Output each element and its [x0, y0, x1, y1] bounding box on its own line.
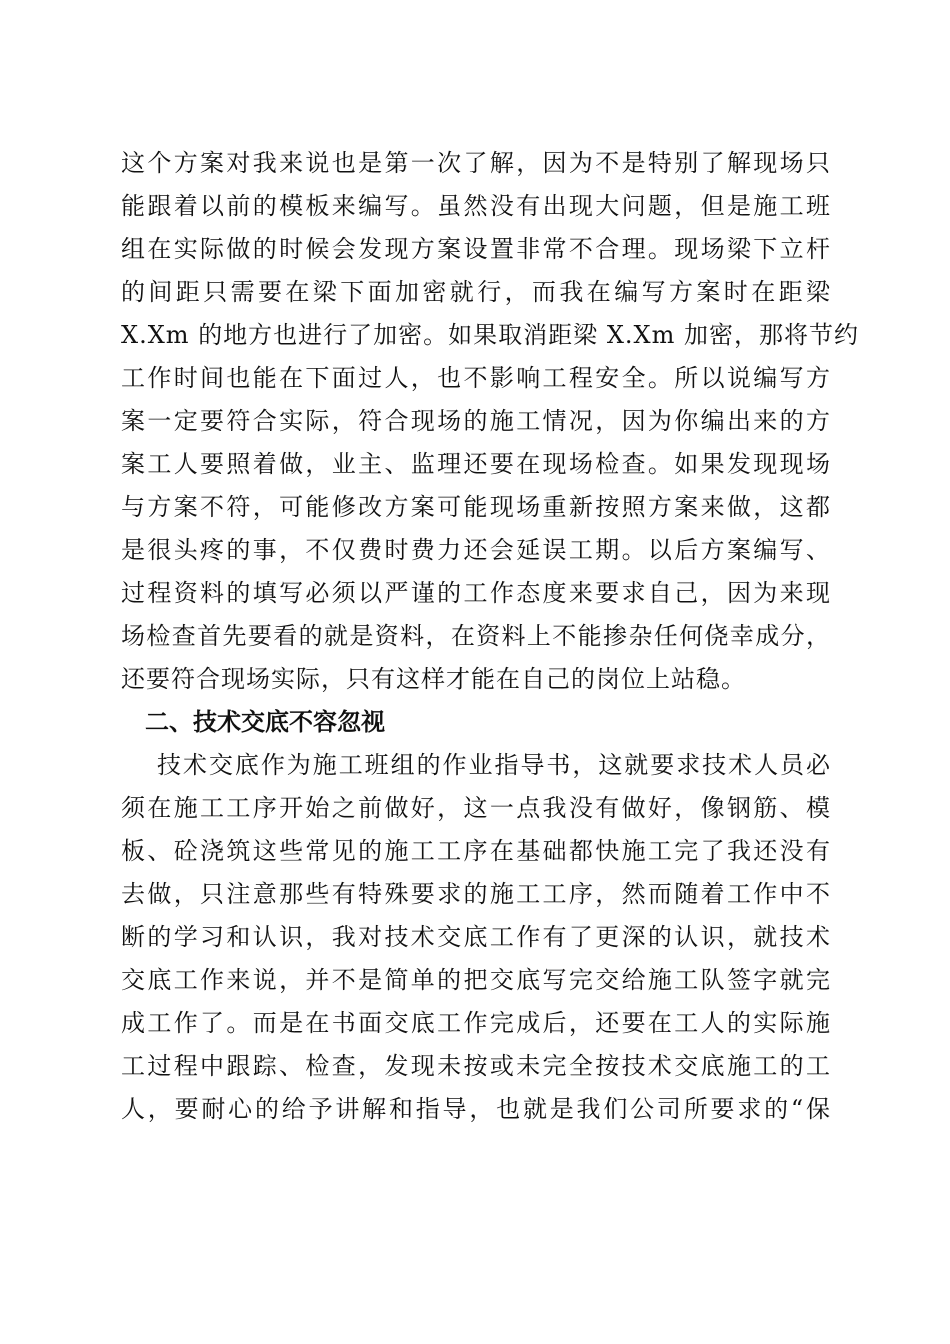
section-heading-2: 二、技术交底不容忽视: [145, 708, 385, 736]
paragraph-line: 还要符合现场实际，只有这样才能在自己的岗位上站稳。: [121, 665, 746, 693]
paragraph-line: 的间距只需要在梁下面加密就行，而我在编写方案时在距梁: [121, 278, 831, 306]
paragraph-line: 工过程中跟踪、检查，发现未按或未完全按技术交底施工的工: [121, 1052, 831, 1080]
paragraph-line: 人，要耐心的给予讲解和指导，也就是我们公司所要求的“保: [121, 1095, 831, 1123]
paragraph-line: 断的学习和认识，我对技术交底工作有了更深的认识，就技术: [121, 923, 831, 951]
paragraph-line: 工作时间也能在下面过人，也不影响工程安全。所以说编写方: [121, 364, 831, 392]
paragraph-line: 过程资料的填写必须以严谨的工作态度来要求自己，因为来现: [121, 579, 831, 607]
paragraph-line: 组在实际做的时候会发现方案设置非常不合理。现场梁下立杆: [121, 235, 831, 263]
paragraph-line: 技术交底作为施工班组的作业指导书，这就要求技术人员必: [157, 751, 831, 779]
paragraph-2: [121, 744, 831, 1131]
paragraph-line: 是很头疼的事，不仅费时费力还会延误工期。以后方案编写、: [121, 536, 831, 564]
paragraph-line: 板、砼浇筑这些常见的施工工序在基础都快施工完了我还没有: [121, 837, 831, 865]
paragraph-1: [121, 142, 860, 701]
paragraph-line: 这个方案对我来说也是第一次了解，因为不是特别了解现场只: [121, 149, 831, 177]
paragraph-line: 场检查首先要看的就是资料，在资料上不能掺杂任何侥幸成分，: [121, 622, 831, 650]
paragraph-line: 与方案不符，可能修改方案可能现场重新按照方案来做，这都: [121, 493, 831, 521]
document-body: [121, 142, 860, 1131]
paragraph-line: X.Xm 的地方也进行了加密。如果取消距梁 X.Xm 加密，那将节约: [121, 321, 860, 349]
paragraph-line: 交底工作来说，并不是简单的把交底写完交给施工队签字就完: [121, 966, 831, 994]
paragraph-line: 去做，只注意那些有特殊要求的施工工序，然而随着工作中不: [121, 880, 831, 908]
paragraph-line: 能跟着以前的模板来编写。虽然没有出现大问题，但是施工班: [121, 192, 831, 220]
paragraph-line: 成工作了。而是在书面交底工作完成后，还要在工人的实际施: [121, 1009, 831, 1037]
paragraph-line: 须在施工工序开始之前做好，这一点我没有做好，像钢筋、模: [121, 794, 831, 822]
paragraph-line: 案一定要符合实际，符合现场的施工情况，因为你编出来的方: [121, 407, 831, 435]
paragraph-line: 案工人要照着做，业主、监理还要在现场检查。如果发现现场: [121, 450, 831, 478]
